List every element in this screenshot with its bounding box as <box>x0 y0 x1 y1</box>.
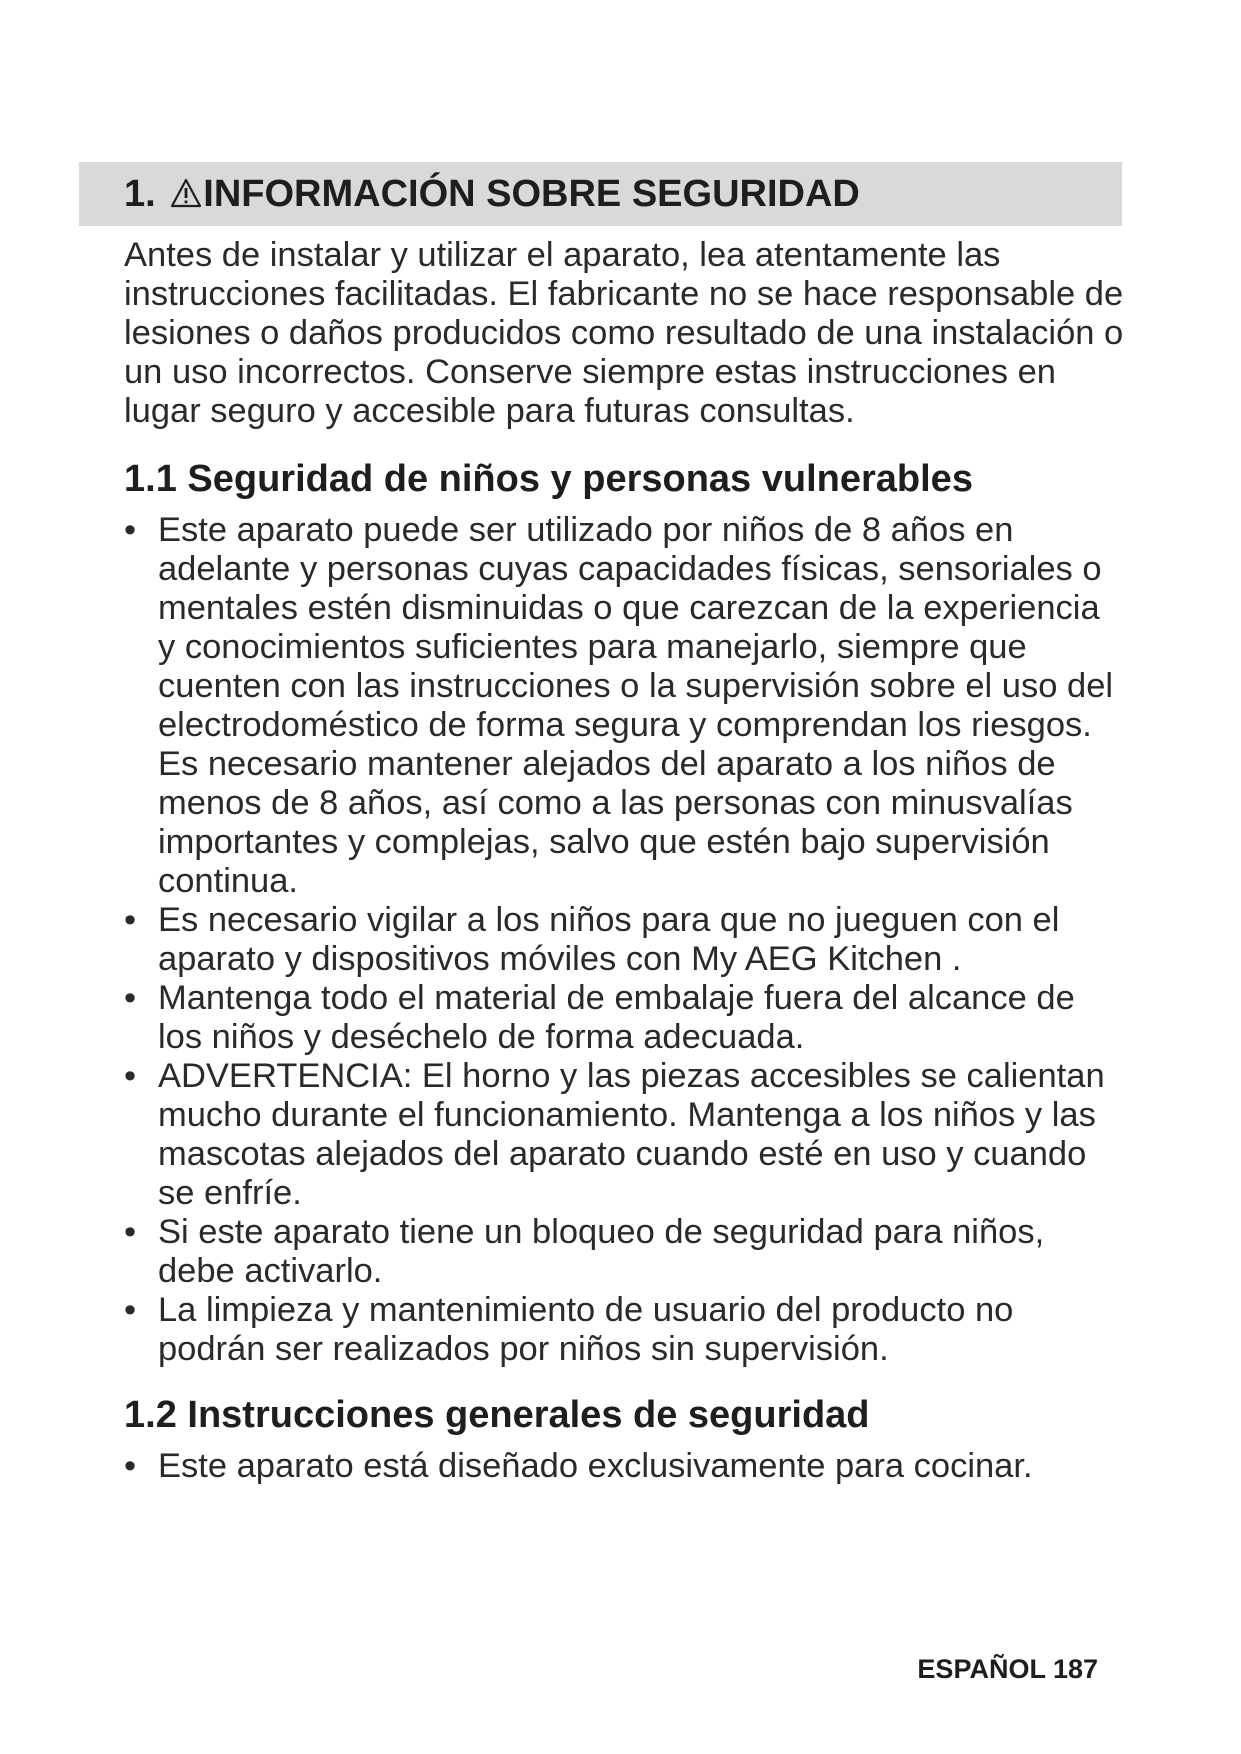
list-item <box>124 511 1124 901</box>
bullet-list-1-2 <box>124 1447 1124 1486</box>
bullet-marker: • <box>124 1057 137 1095</box>
subsection-heading-1-2: 1.2 Instrucciones generales de seguridad <box>124 1394 870 1436</box>
section-title <box>124 170 860 218</box>
list-item-text: Este aparato puede ser utilizado por niños de 8 años en adelante y personas cuyas capacidades físicas, sensoriales o mentales estén disminuidas o que carezcan de la experiencia y conocimientos suficientes para manejarlo, siempre que cuenten con las instrucciones o la supervisión sobre el uso del electrodoméstico de forma segura y comprendan los riesgos. Es necesario mantener alejados del aparato a los niños de menos de 8 años, así como a las personas con minusvalías importantes y complejas, salvo que estén bajo supervisión continua. <box>158 511 1114 900</box>
list-item-text: La limpieza y mantenimiento de usuario del producto no podrán ser realizados por niños sin supervisión. <box>158 1291 1014 1368</box>
list-item-text: ADVERTENCIA: El horno y las piezas accesibles se calientan mucho durante el funcionamiento. Mantenga a los niños y las mascotas alejados del aparato cuando esté en uso y cuando se enfríe. <box>158 1057 1105 1212</box>
bullet-marker: • <box>124 511 137 549</box>
list-item <box>124 901 1124 979</box>
intro-paragraph: Antes de instalar y utilizar el aparato, lea atentamente las instrucciones facilitadas. El fabricante no se hace responsable de lesiones o daños producidos como resultado de una instalación o un uso incorrectos. Conserve siempre estas instrucciones en lugar seguro y accesible para futuras consultas. <box>124 236 1124 430</box>
subsection-heading-1-1: 1.1 Seguridad de niños y personas vulnerables <box>124 458 973 500</box>
section-number: 1. <box>124 173 156 215</box>
warning-triangle-icon <box>170 178 202 208</box>
list-item-text: Mantenga todo el material de embalaje fuera del alcance de los niños y deséchelo de forma adecuada. <box>158 979 1075 1056</box>
page-footer: ESPAÑOL 187 <box>917 1654 1098 1684</box>
bullet-list-1-1 <box>124 511 1124 1369</box>
list-item <box>124 1447 1124 1486</box>
bullet-marker: • <box>124 979 137 1017</box>
bullet-marker: • <box>124 1447 137 1485</box>
list-item-text: Si este aparato tiene un bloqueo de seguridad para niños, debe activarlo. <box>158 1213 1045 1290</box>
bullet-marker: • <box>124 901 137 939</box>
bullet-marker: • <box>124 1291 137 1329</box>
list-item <box>124 979 1124 1057</box>
list-item <box>124 1057 1124 1213</box>
bullet-marker: • <box>124 1213 137 1251</box>
list-item-text: Este aparato está diseñado exclusivamente para cocinar. <box>158 1447 1033 1485</box>
list-item <box>124 1291 1124 1369</box>
section-title-text: INFORMACIÓN SOBRE SEGURIDAD <box>203 173 860 215</box>
document-body <box>124 236 1124 1486</box>
list-item <box>124 1213 1124 1291</box>
list-item-text: Es necesario vigilar a los niños para que no jueguen con el aparato y dispositivos móviles con My AEG Kitchen . <box>158 901 1060 978</box>
